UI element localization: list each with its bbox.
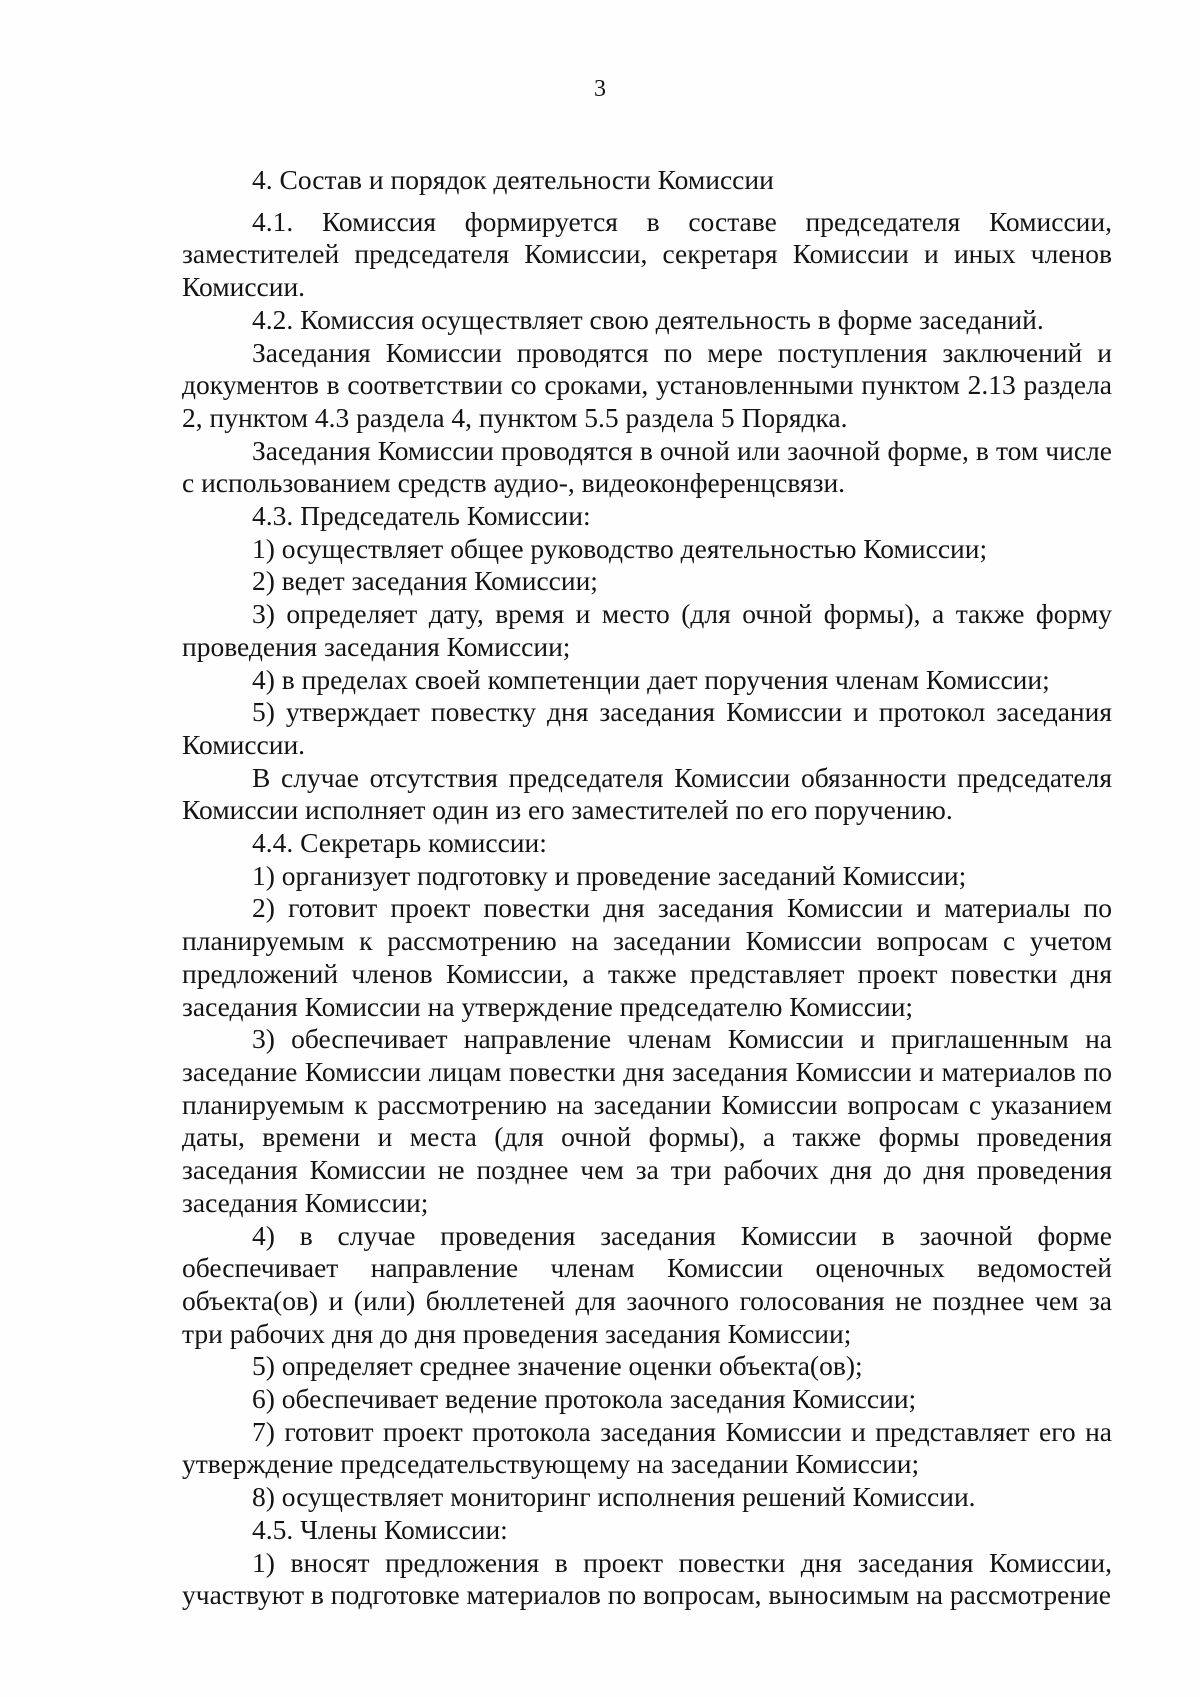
- paragraph-meetings-schedule: Заседания Комиссии проводятся по мере поступления заключений и документов в соответствии со сроками, установленными пунктом 2.13 раздела 2, пунктом 4.3 раздела 4, пунктом 5.5 раздела 5 Порядка.: [182, 336, 1112, 433]
- list-item-secretary-5: 5) определяет среднее значение оценки объекта(ов);: [252, 1350, 863, 1382]
- page-number: 3: [594, 76, 606, 102]
- paragraph-4-5: 4.5. Члены Комиссии:: [252, 1513, 508, 1545]
- paragraph-4-4: 4.4. Секретарь комиссии:: [252, 827, 547, 859]
- list-item-chair-5: 5) утверждает повестку дня заседания Комиссии и протокол заседания Комиссии.: [182, 696, 1112, 760]
- list-item-secretary-8: 8) осуществляет мониторинг исполнения решений Комиссии.: [252, 1481, 976, 1513]
- document-body: [182, 164, 1112, 1612]
- paragraph-4-1: 4.1. Комиссия формируется в составе председателя Комиссии, заместителей председателя Комиссии, секретаря Комиссии и иных членов Комиссии.: [182, 205, 1112, 303]
- list-item-secretary-4: 4) в случае проведения заседания Комиссии в заочной форме обеспечивает направление членам Комиссии оценочных ведомостей объекта(ов) и (или) бюллетеней для заочного голосования не позднее чем за три рабочих дня до дня проведения заседания Комиссии;: [182, 1219, 1112, 1349]
- paragraph-4-2: 4.2. Комиссия осуществляет свою деятельность в форме заседаний.: [252, 303, 1044, 335]
- list-item-chair-4: 4) в пределах своей компетенции дает поручения членам Комиссии;: [252, 663, 1050, 695]
- list-item-secretary-7: 7) готовит проект протокола заседания Комиссии и представляет его на утверждение председательствующему на заседании Комиссии;: [182, 1415, 1112, 1480]
- list-item-secretary-6: 6) обеспечивает ведение протокола заседания Комиссии;: [252, 1383, 917, 1415]
- paragraph-meetings-form: Заседания Комиссии проводятся в очной или заочной форме, в том числе с использованием средств аудио-, видеоконференцсвязи.: [182, 434, 1112, 499]
- list-item-members-1: 1) вносят предложения в проект повестки дня заседания Комиссии, участвуют в подготовке материалов по вопросам, выносимым на рассмотрение: [182, 1546, 1112, 1611]
- list-item-secretary-1: 1) организует подготовку и проведение заседаний Комиссии;: [252, 859, 967, 891]
- list-item-secretary-2: 2) готовит проект повестки дня заседания Комиссии и материалы по планируемым к рассмотрению на заседании Комиссии вопросам с учетом предложений членов Комиссии, а также представляет проект повестки дня заседания Комиссии на утверждение председателю Комиссии;: [182, 892, 1112, 1022]
- list-item-secretary-3: 3) обеспечивает направление членам Комиссии и приглашенным на заседание Комиссии лицам повестки дня заседания Комиссии и материалов по планируемым к рассмотрению на заседании Комиссии вопросам с указанием даты, времени и места (для очной формы), а также формы проведения заседания Комиссии не позднее чем за три рабочих дня до дня проведения заседания Комиссии;: [182, 1023, 1112, 1218]
- paragraph-chair-absence: В случае отсутствия председателя Комиссии обязанности председателя Комиссии исполняет один из его заместителей по его поручению.: [182, 761, 1112, 826]
- list-item-chair-3: 3) определяет дату, время и место (для очной формы), а также форму проведения заседания Комиссии;: [182, 598, 1112, 662]
- list-item-chair-2: 2) ведет заседания Комиссии;: [252, 565, 598, 597]
- section-heading: 4. Состав и порядок деятельности Комиссии: [252, 164, 774, 195]
- paragraph-4-3: 4.3. Председатель Комиссии:: [252, 500, 591, 532]
- list-item-chair-1: 1) осуществляет общее руководство деятельностью Комиссии;: [252, 532, 988, 564]
